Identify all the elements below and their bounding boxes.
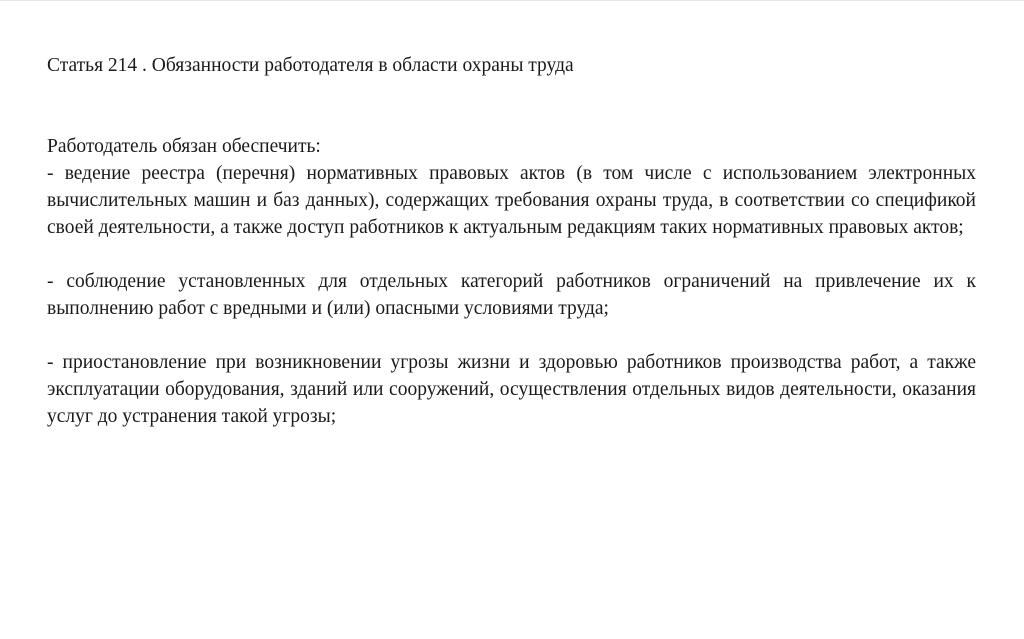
obligation-item-suspension: - приостановление при возникновении угрозы жизни и здоровью работников производства работ, а также эксплуатации оборудования, зданий или сооружений, осуществления отдельных видов деятельности, оказания услуг до устранения такой угрозы; <box>47 352 976 427</box>
obligation-item-registry: - ведение реестра (перечня) нормативных правовых актов (в том числе с использованием электронных вычислительных машин и баз данных), содержащих требования охраны труда, в соответствии со спецификой своей деятельности, а также доступ работников к актуальным редакциям таких нормативных правовых актов; <box>47 163 976 238</box>
intro-line: Работодатель обязан обеспечить: <box>47 136 321 157</box>
article-title: Статья 214 . Обязанности работодателя в области охраны труда <box>47 55 574 76</box>
document-body <box>47 52 976 430</box>
obligation-item-restrictions: - соблюдение установленных для отдельных категорий работников ограничений на привлечение их к выполнению работ с вредными и (или) опасными условиями труда; <box>47 271 976 319</box>
